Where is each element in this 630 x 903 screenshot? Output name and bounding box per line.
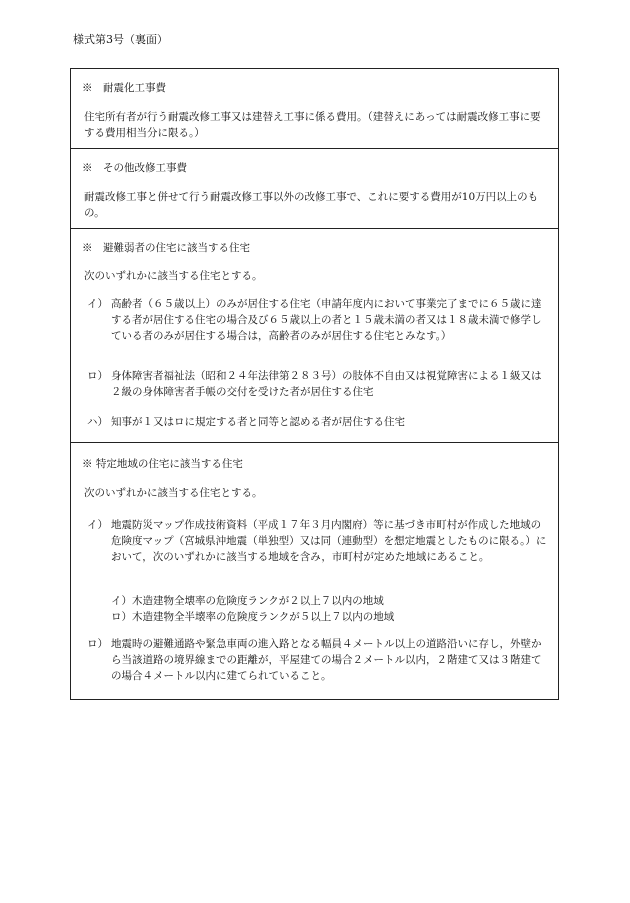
section-vulnerable-housing bbox=[71, 229, 558, 443]
list-item: 知事が１又はロに規定する者と同等と認める者が居住する住宅 bbox=[111, 416, 405, 428]
list-item: 地震時の避難通路や緊急車両の進入路となる幅員４メートル以上の道路沿いに存し，外壁から当該道路の境界線までの距離が，平屋建ての場合２メートル以内，２階建て又は３階建ての場合４メートル以内に建てられていること。 bbox=[111, 638, 542, 682]
list-item: 高齢者（６５歳以上）のみが居住する住宅（申請年度内において事業完了までに６５歳に達する者が居住する住宅の場合及び６５歳以上の者と１５歳未満の者又は１８歳未満で修学している者のみが居住する場合は，高齢者のみが居住する住宅とみなす。） bbox=[111, 298, 542, 342]
section-body: 住宅所有者が行う耐震改修工事又は建替え工事に係る費用。（建替えにあっては耐震改修工事に要する費用相当分に限る。） bbox=[84, 111, 541, 139]
section-heading: ※ 耐震化工事費 bbox=[82, 82, 166, 94]
section-seismic-cost bbox=[71, 69, 558, 149]
list-item: 身体障害者福祉法（昭和２４年法律第２８３号）の肢体不自由又は視覚障害による１級又は２級の身体障害者手帳の交付を受けた者が居住する住宅 bbox=[111, 370, 542, 398]
item-marker: ハ） bbox=[87, 416, 108, 428]
section-intro: 次のいずれかに該当する住宅とする。 bbox=[84, 270, 263, 282]
section-specific-area bbox=[71, 443, 558, 699]
section-body: 耐震改修工事と併せて行う耐震改修工事以外の改修工事で、これに要する費用が10万円以上のもの。 bbox=[84, 191, 539, 219]
item-marker: イ） bbox=[87, 519, 108, 531]
section-other-cost bbox=[71, 149, 558, 229]
list-item: 地震防災マップ作成技術資料（平成１７年３月内閣府）等に基づき市町村が作成した地域の危険度マップ（宮城県沖地震（単独型）又は同（連動型）を想定地震としたものに限る。）において，次のいずれかに該当する地域を含み，市町村が定めた地域にあること。 bbox=[111, 519, 547, 563]
form-number-label: 様式第3号（裏面） bbox=[73, 33, 168, 46]
section-heading: ※ 避難弱者の住宅に該当する住宅 bbox=[82, 242, 250, 254]
sub-list-item: イ）木造建物全壊率の危険度ランクが２以上７以内の地域 bbox=[111, 595, 384, 607]
explanation-table bbox=[70, 68, 559, 700]
item-marker: ロ） bbox=[87, 638, 108, 650]
section-heading: ※ 特定地域の住宅に該当する住宅 bbox=[82, 458, 243, 470]
sub-list-item: ロ）木造建物全半壊率の危険度ランクが５以上７以内の地域 bbox=[111, 611, 395, 623]
section-intro: 次のいずれかに該当する住宅とする。 bbox=[84, 487, 263, 499]
item-marker: ロ） bbox=[87, 370, 108, 382]
item-marker: イ） bbox=[87, 298, 108, 310]
section-heading: ※ その他改修工事費 bbox=[82, 162, 187, 174]
